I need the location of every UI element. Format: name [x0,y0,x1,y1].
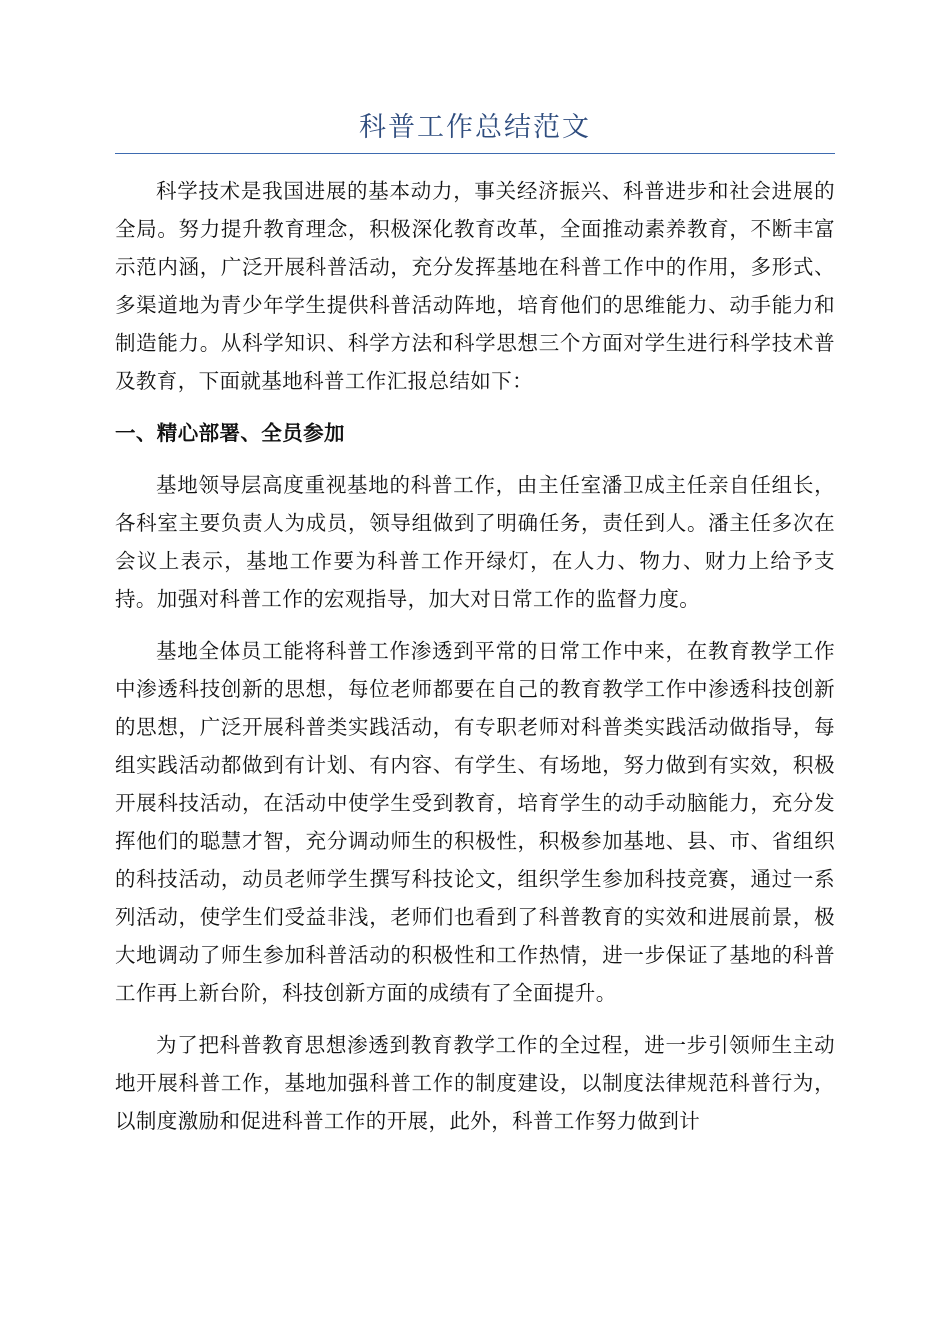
title-underline [115,153,835,154]
section-heading: 一、精心部署、全员参加 [115,421,345,445]
document-body [115,172,835,1154]
intro-paragraph: 科学技术是我国进展的基本动力，事关经济振兴、科普进步和社会进展的全局。努力提升教育理念，积极深化教育改革，全面推动素养教育，不断丰富示范内涵，广泛开展科普活动，充分发挥基地在科普工作中的作用，多形式、多渠道地为青少年学生提供科普活动阵地，培育他们的思维能力、动手能力和制造能力。从科学知识、科学方法和科学思想三个方面对学生进行科学技术普及教育，下面就基地科普工作汇报总结如下： [115,179,835,393]
body-paragraph: 基地全体员工能将科普工作渗透到平常的日常工作中来，在教育教学工作中渗透科技创新的思想，每位老师都要在自己的教育教学工作中渗透科技创新的思想，广泛开展科普类实践活动，有专职老师对科普类实践活动做指导，每组实践活动都做到有计划、有内容、有学生、有场地，努力做到有实效，积极开展科技活动，在活动中使学生受到教育，培育学生的动手动脑能力，充分发挥他们的聪慧才智，充分调动师生的积极性，积极参加基地、县、市、省组织的科技活动，动员老师学生撰写科技论文，组织学生参加科技竞赛，通过一系列活动，使学生们受益非浅，老师们也看到了科普教育的实效和进展前景，极大地调动了师生参加科普活动的积极性和工作热情，进一步保证了基地的科普工作再上新台阶，科技创新方面的成绩有了全面提升。 [115,639,835,1005]
document-title: 科普工作总结范文 [359,112,591,143]
body-paragraph: 基地领导层高度重视基地的科普工作，由主任室潘卫成主任亲自任组长，各科室主要负责人为成员，领导组做到了明确任务，责任到人。潘主任多次在会议上表示，基地工作要为科普工作开绿灯，在人力、物力、财力上给予支持。加强对科普工作的宏观指导，加大对日常工作的监督力度。 [115,473,835,611]
body-paragraph: 为了把科普教育思想渗透到教育教学工作的全过程，进一步引领师生主动地开展科普工作，基地加强科普工作的制度建设，以制度法律规范科普行为，以制度激励和促进科普工作的开展，此外，科普工作努力做到计 [115,1033,835,1133]
